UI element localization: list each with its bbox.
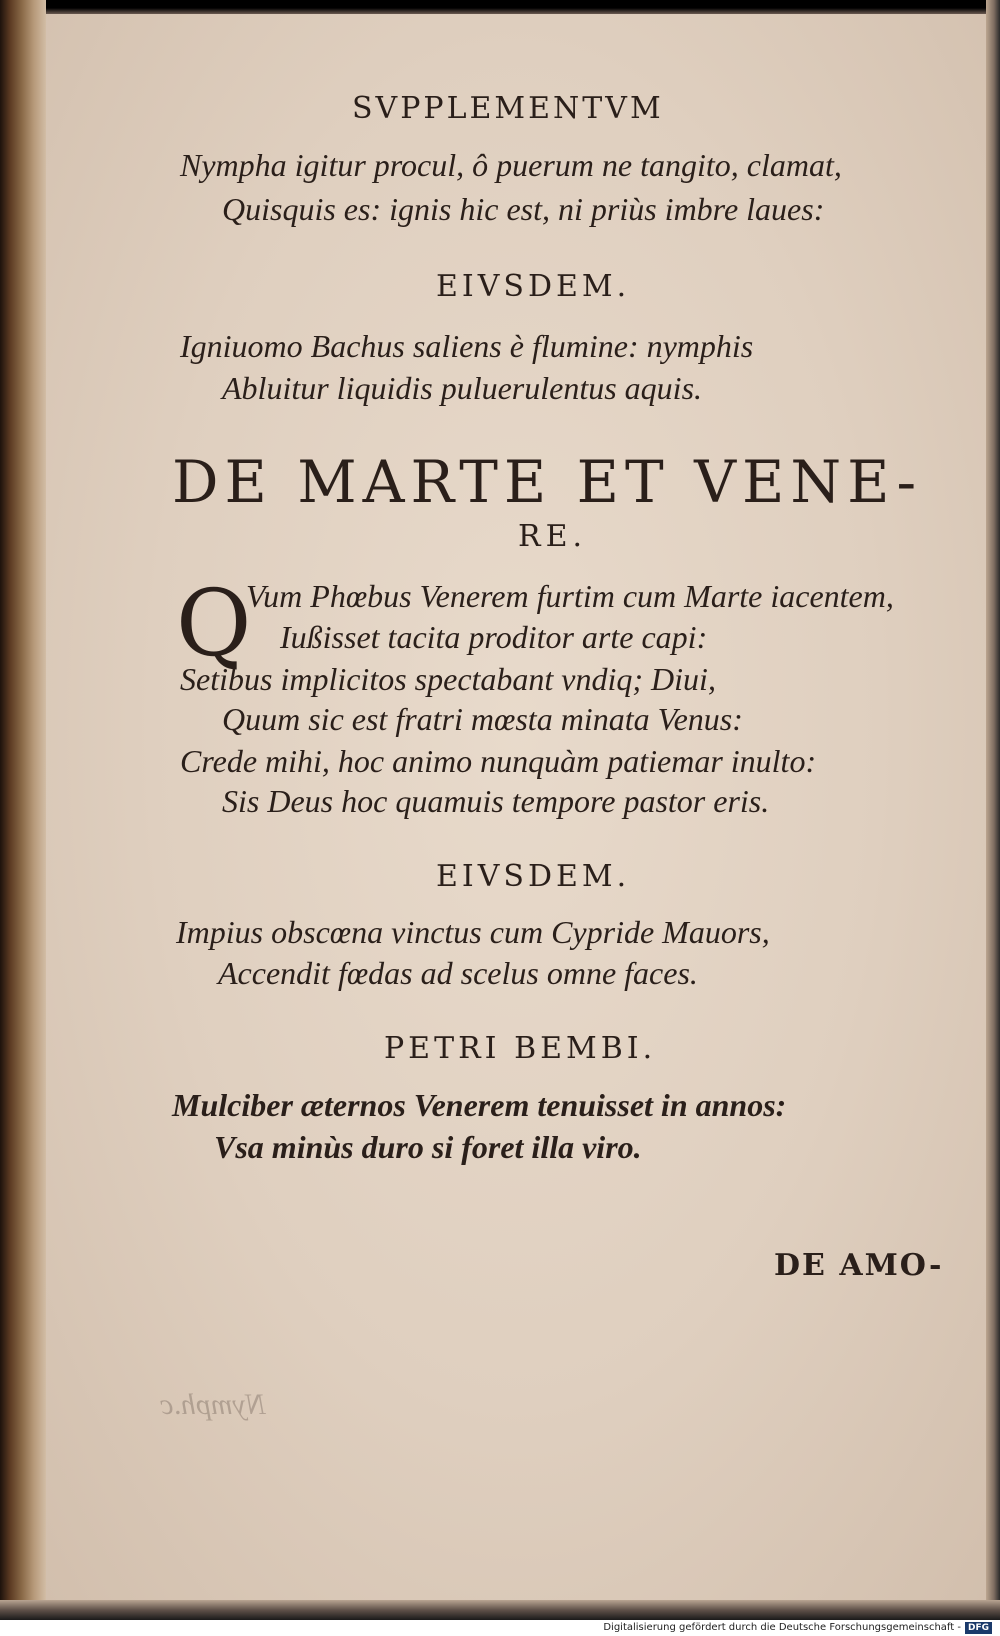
running-head: SVPPLEMENTVM xyxy=(352,91,664,126)
footer-text: Digitalisierung gefördert durch die Deutsche Forschungsgemeinschaft - xyxy=(603,1622,961,1633)
verse-line: Igniuomo Bachus saliens è flumine: nymphis xyxy=(180,328,754,364)
poem-title: DE MARTE ET VENE- xyxy=(172,448,923,516)
verse-line: Nympha igitur procul, ô puerum ne tangito, clamat, xyxy=(180,147,842,183)
dfg-logo: DFG xyxy=(965,1622,992,1634)
scan-right-edge xyxy=(986,0,1000,1620)
drop-cap: Q xyxy=(176,570,252,677)
scan-bottom-edge xyxy=(0,1600,1000,1620)
book-spine-edge xyxy=(0,0,46,1620)
verse-line: Quum sic est fratri mœsta minata Venus: xyxy=(222,701,743,737)
poem-title-continued: RE. xyxy=(518,519,588,554)
show-through-text: Nymph.c xyxy=(160,1388,266,1421)
verse-line: Impius obscœna vinctus cum Cypride Mauors, xyxy=(176,914,770,950)
verse-line: Sis Deus hoc quamuis tempore pastor eris. xyxy=(222,783,770,819)
verse-line: Quisquis es: ignis hic est, ni priùs imbre laues: xyxy=(222,191,825,227)
verse-line: Vsa minùs duro si foret illa viro. xyxy=(214,1129,642,1165)
verse-line: Vum Phœbus Venerem furtim cum Marte iacentem, xyxy=(246,578,894,614)
scan-top-edge xyxy=(0,0,1000,14)
section-heading: EIVSDEM. xyxy=(436,859,631,894)
verse-line: Iußisset tacita proditor arte capi: xyxy=(280,619,708,655)
catchword: DE AMO- xyxy=(774,1248,944,1283)
verse-line: Crede mihi, hoc animo nunquàm patiemar inulto: xyxy=(180,743,817,779)
verse-line: Accendit fœdas ad scelus omne faces. xyxy=(218,955,698,991)
section-heading: EIVSDEM. xyxy=(436,269,631,304)
section-heading: PETRI BEMBI. xyxy=(384,1031,657,1066)
verse-line: Setibus implicitos spectabant vndiq; Diui, xyxy=(180,661,716,697)
verse-line: Abluitur liquidis puluerulentus aquis. xyxy=(222,370,703,406)
verse-line: Mulciber æternos Venerem tenuisset in annos: xyxy=(172,1087,787,1123)
digitization-footer xyxy=(603,1622,992,1634)
